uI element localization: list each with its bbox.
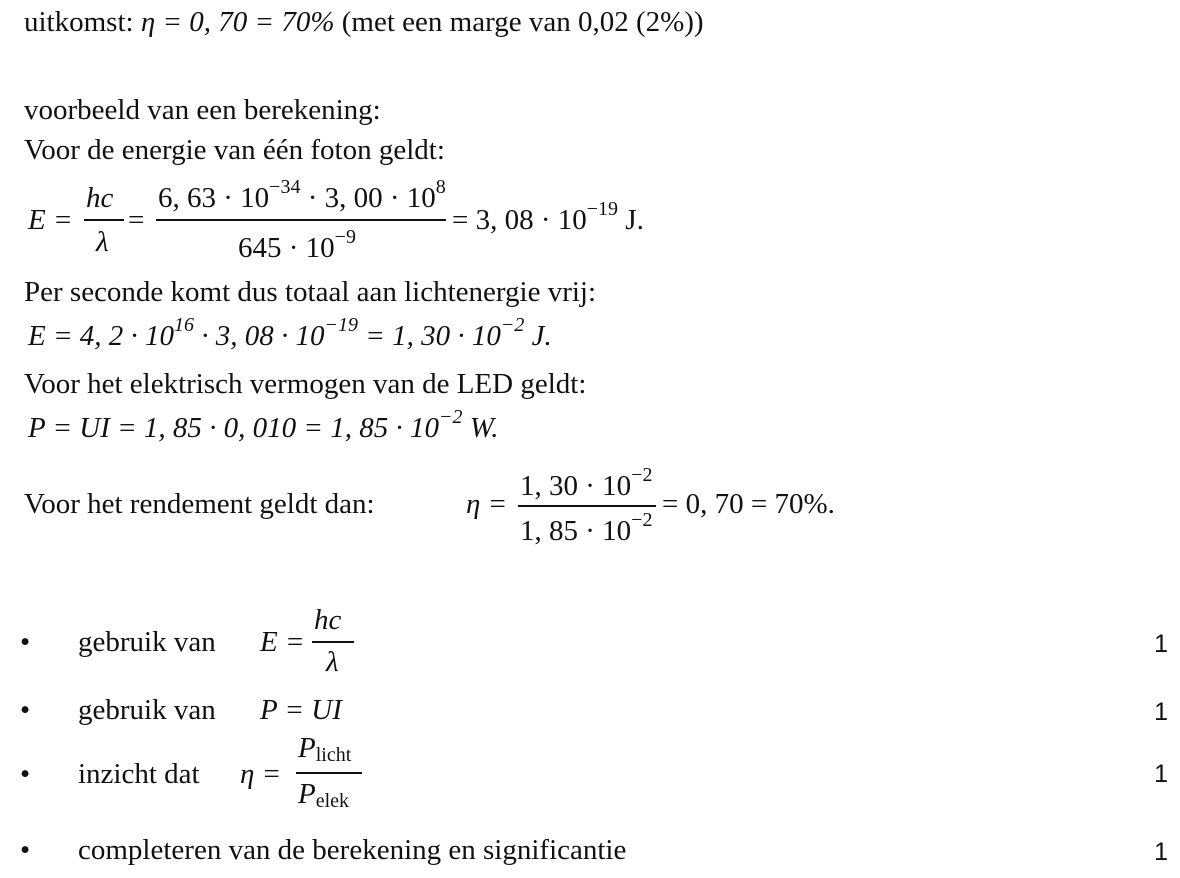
- photon-frac1-bar: [84, 219, 124, 221]
- criterion-4-score: 1: [1154, 838, 1168, 866]
- criterion-1-prefix: gebruik van: [78, 626, 216, 658]
- outcome-equation: η = 0, 70 = 70%: [140, 6, 335, 38]
- power-equation: P = UI = 1, 85 · 0, 010 = 1, $85 \cdot 10^{-2}$ W.: [28, 406, 499, 444]
- efficiency-den: 1, $85 \cdot 10^{-2}$: [520, 509, 653, 547]
- outcome-line: [24, 6, 704, 39]
- criterion-2-formula: P = UI: [260, 694, 342, 726]
- photon-frac2-den: $645 \cdot 10^{-9}$: [238, 226, 356, 264]
- light-text: Per seconde komt dus totaal aan lichtenergie vrij:: [24, 276, 597, 308]
- criterion-1-bar: [312, 641, 354, 643]
- efficiency-bar: [518, 505, 656, 507]
- example-heading: voorbeeld van een berekening:: [24, 94, 381, 126]
- efficiency-lhs: η =: [466, 488, 508, 520]
- bullet-3: •: [20, 758, 31, 790]
- criterion-2-prefix: gebruik van: [78, 694, 216, 726]
- bullet-2: •: [20, 694, 31, 726]
- photon-frac2-num: 6, $63 \cdot 10^{-34} \cdot 3$, $00 \cdot 10^8$: [158, 176, 446, 214]
- efficiency-text: Voor het rendement geldt dan:: [24, 488, 375, 520]
- criterion-1-lhs: E =: [260, 626, 305, 658]
- bullet-4: •: [20, 834, 31, 866]
- criterion-4-text: completeren van de berekening en significantie: [78, 834, 627, 866]
- criterion-3-prefix: inzicht dat: [78, 758, 200, 790]
- light-equation: E = 4, $2 \cdot 10^{16} \cdot 3$, $08 \cdot 10^{-19} = 1$, $30 \cdot 10^{-2}$ J.: [28, 314, 552, 352]
- outcome-margin: (met een marge van 0,02 (2%)): [341, 6, 704, 38]
- criterion-3-den: $P_{elek}$: [298, 778, 350, 812]
- criterion-2-score: 1: [1154, 698, 1168, 726]
- criterion-3-num: $P_{licht}$: [298, 732, 352, 766]
- criterion-3-lhs: η =: [240, 758, 282, 790]
- photon-eq-result: = 3, $08 \cdot 10^{-19}$ J.: [452, 198, 644, 236]
- criterion-3-score: 1: [1154, 760, 1168, 788]
- criterion-3-bar: [296, 772, 362, 774]
- criterion-1-score: 1: [1154, 630, 1168, 658]
- photon-text: Voor de energie van één foton geldt:: [24, 134, 445, 166]
- criterion-1-den: λ: [326, 646, 339, 678]
- bullet-1: •: [20, 626, 31, 658]
- criterion-1-num: hc: [314, 604, 342, 636]
- photon-eq-lhs: E =: [28, 204, 73, 236]
- power-text: Voor het elektrisch vermogen van de LED geldt:: [24, 368, 587, 400]
- photon-frac1-den: λ: [96, 226, 109, 258]
- photon-eq-sign: =: [128, 204, 145, 236]
- outcome-label: uitkomst:: [24, 6, 134, 38]
- efficiency-num: 1, $30 \cdot 10^{-2}$: [520, 464, 653, 502]
- efficiency-result: = 0, 70 = 70%.: [662, 488, 835, 520]
- photon-frac1-num: hc: [86, 182, 114, 214]
- photon-frac2-bar: [156, 219, 446, 221]
